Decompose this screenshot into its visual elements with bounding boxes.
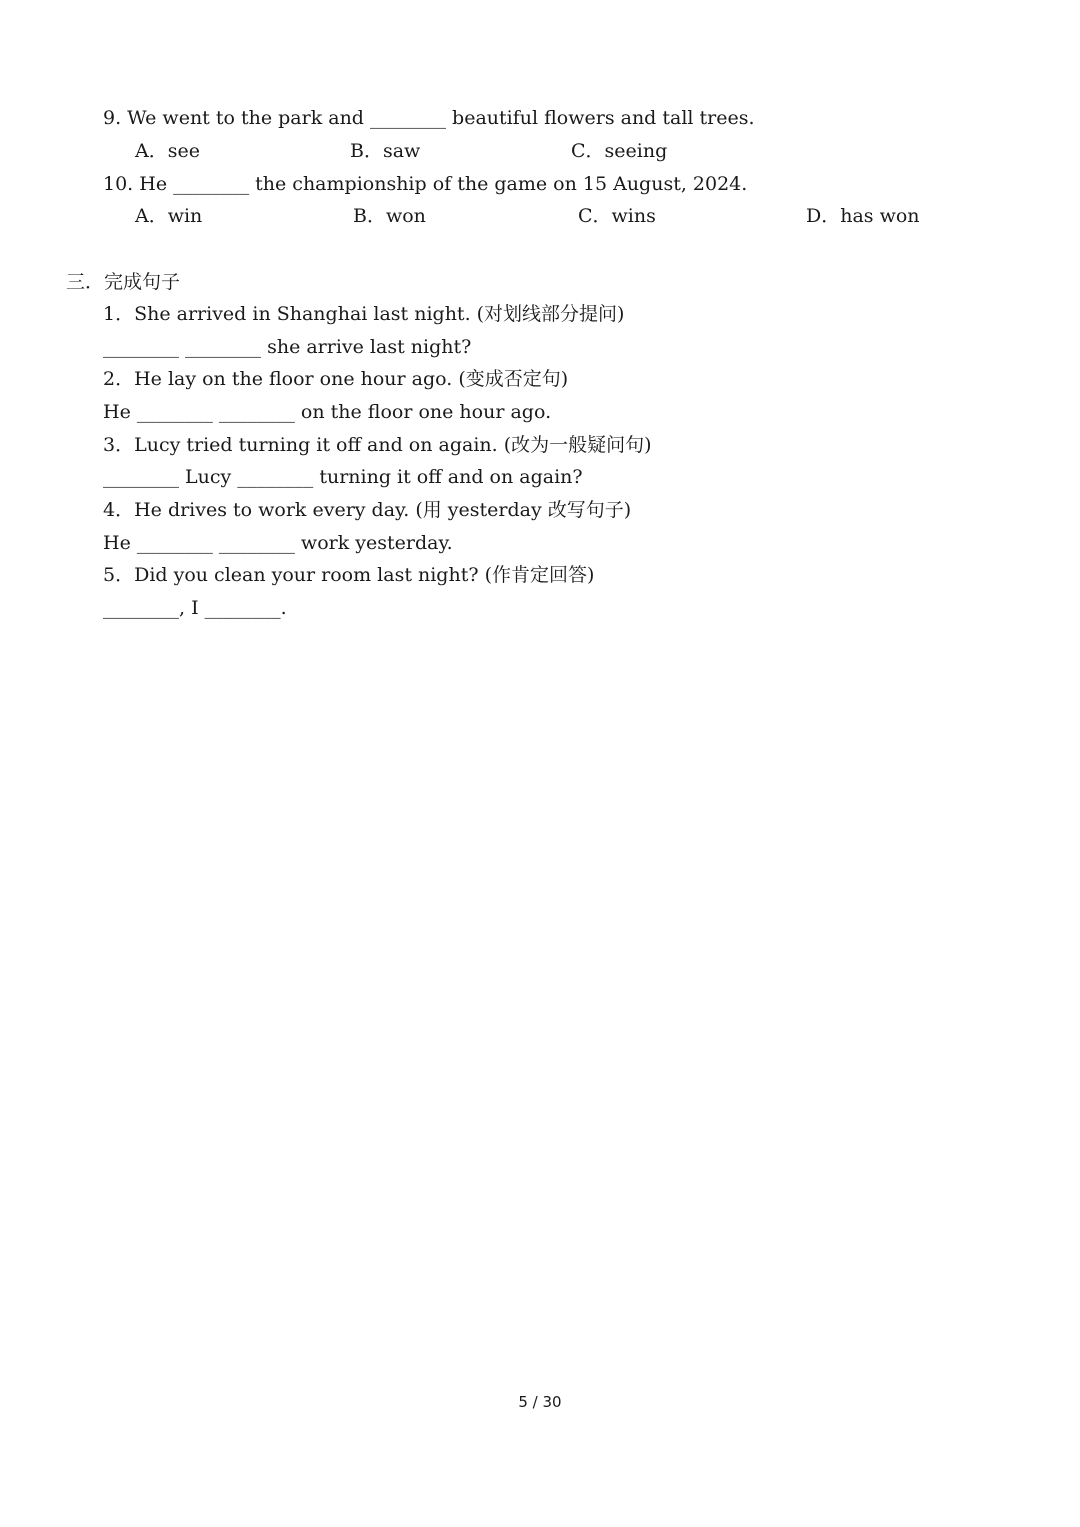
question-9-option-c: C．seeing: [571, 140, 668, 162]
question-10-option-c: C．wins: [578, 205, 656, 227]
page-number: 5 / 30: [518, 1393, 562, 1411]
question-10-stem: 10. He ________ the championship of the game on 15 August, 2024.: [103, 173, 748, 195]
sentence-5-question: 5．Did you clean your room last night? (作肯定回答): [103, 564, 595, 586]
sentence-1-question: 1．She arrived in Shanghai last night. (对划线部分提问): [103, 303, 625, 325]
sentence-5-answer: ________, I ________.: [103, 597, 287, 619]
question-9-option-b: B．saw: [350, 140, 421, 162]
section-3-title: 三．完成句子: [66, 271, 181, 293]
sentence-2-question: 2．He lay on the floor one hour ago. (变成否定句): [103, 368, 569, 390]
sentence-2-answer: He ________ ________ on the floor one hour ago.: [103, 401, 552, 423]
question-9-option-a: A．see: [135, 140, 200, 162]
question-9-stem: 9. We went to the park and ________ beautiful flowers and tall trees.: [103, 107, 755, 129]
question-10-option-d: D．has won: [806, 205, 920, 227]
question-10-option-b: B．won: [353, 205, 426, 227]
sentence-4-question: 4．He drives to work every day. (用 yesterday 改写句子): [103, 499, 632, 521]
sentence-4-answer: He ________ ________ work yesterday.: [103, 532, 453, 554]
sentence-3-question: 3．Lucy tried turning it off and on again. (改为一般疑问句): [103, 434, 652, 456]
sentence-3-answer: ________ Lucy ________ turning it off and on again?: [103, 466, 583, 488]
sentence-1-answer: ________ ________ she arrive last night?: [103, 336, 472, 358]
question-10-option-a: A．win: [135, 205, 203, 227]
